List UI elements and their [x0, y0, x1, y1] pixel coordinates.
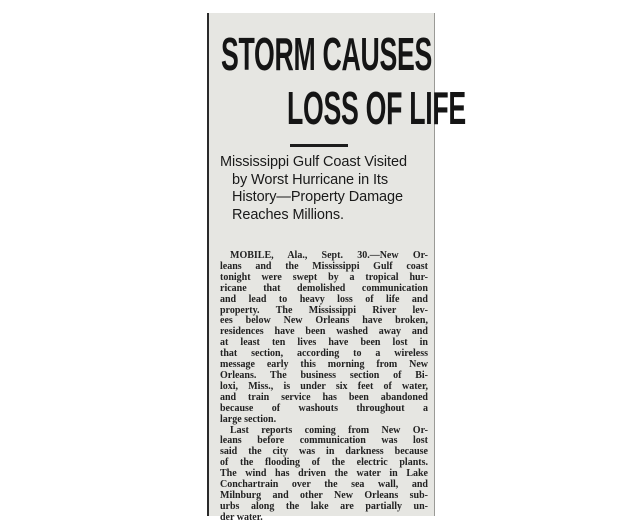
body-line: Conchartrain over the sea wall, and [220, 479, 428, 491]
body-line: residences have been washed away and [220, 326, 428, 338]
body-line: that section, according to a wireless [220, 348, 428, 360]
subheadline-line: Mississippi Gulf Coast Visited [220, 154, 407, 170]
body-line: Last reports coming from New Or- [230, 424, 428, 436]
body-line: said the city was in darkness because [220, 446, 428, 458]
newspaper-clipping [207, 13, 466, 523]
article-body [220, 251, 428, 524]
body-line: ees below New Orleans have broken, [220, 315, 428, 327]
body-line: at least ten lives have been lost in [220, 337, 428, 349]
body-line: The wind has driven the water in Lake [220, 468, 428, 480]
subheadline [220, 154, 430, 224]
body-line: tonight were swept by a tropical hur- [220, 271, 428, 283]
body-line: leans before communication was lost [220, 435, 428, 447]
body-line: der water. [220, 511, 263, 523]
headline-divider [290, 144, 348, 147]
body-line: leans and the Mississippi Gulf coast [220, 260, 428, 272]
headline-line-1: STORM CAUSES [221, 28, 432, 80]
subheadline-line: History—Property Damage [232, 189, 403, 205]
body-line: ricane that demolished communication [220, 282, 428, 294]
body-line: of the flooding of the electric plants. [220, 457, 428, 469]
body-line: urbs along the lake are partially un- [220, 500, 428, 512]
body-line: and lead to heavy loss of life and [220, 293, 428, 305]
body-line: Milnburg and other New Orleans sub- [220, 489, 428, 501]
body-line: loxi, Miss., is under six feet of water, [220, 380, 428, 392]
subheadline-line: by Worst Hurricane in Its [232, 171, 388, 188]
body-line: large section. [220, 413, 277, 425]
body-line: property. The Mississippi River lev- [220, 304, 428, 316]
body-line: MOBILE, Ala., Sept. 30.—New Or- [230, 250, 428, 261]
body-line: and train service has been abandoned [220, 391, 428, 403]
body-line: message early this morning from New [220, 359, 428, 371]
subheadline-line: Reaches Millions. [232, 206, 344, 223]
body-line: because of washouts throughout a [220, 402, 428, 414]
headline-line-2: LOSS OF LIFE [287, 82, 466, 134]
body-line: Orleans. The business section of Bi- [220, 369, 428, 381]
